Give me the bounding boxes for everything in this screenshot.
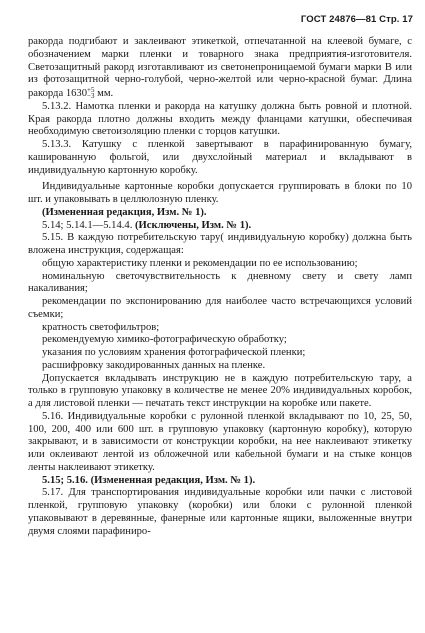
paragraph-5-13-3: 5.13.3. Катушку с пленкой завертывают в парафинированную бумагу, кашированную фольгой, или двухслойный материал и вкладывают в индивидуальную картонную коробку. bbox=[28, 139, 412, 176]
tolerance-minus: −3 bbox=[87, 92, 95, 100]
paragraph-5-16: 5.16. Индивидуальные коробки с рулонной пленкой вкладывают по 10, 25, 50, 100, 200, 400 или 600 шт. в групповую упаковку (картонную коробку), которую закрывают, и в зависимости от конструкции коробки, на нее наклеивают этикетку или оклеивают лентой из обложечной или кабельной бумаги и на стыке концов ленты наклеивают этикетку. bbox=[28, 410, 412, 473]
paragraph-5-15: 5.15. В каждую потребительскую тару( индивидуальную коробку) должна быть вложена инструкция, содержащая: bbox=[28, 232, 412, 256]
length-unit: мм. bbox=[97, 88, 114, 99]
amendment-note-2 bbox=[28, 475, 412, 488]
paragraph-grouping: Индивидуальные картонные коробки допускается группировать в блоки по 10 шт. и упаковывать в целлюлозную пленку. bbox=[28, 181, 412, 205]
paragraph-text: ракорда подгибают и заклеивают этикеткой, отпечатанной на клеевой бумаге, с обозначением марки пленки и товарного знака предприятия-изготовителя. Светозащитный ракорд изготавливают из светонепроницаемой бумаги марки В или из фотозащитной черно-голубой, черно-желтой или черно-красной бумаг. Длина ракорда bbox=[28, 36, 412, 99]
instruction-item: указания по условиям хранения фотографической пленки; bbox=[42, 347, 306, 358]
document-body bbox=[28, 36, 412, 538]
excluded-note: (Исключены, Изм. № 1). bbox=[135, 219, 252, 231]
instruction-item: номинальную светочувствительность к дневному свету и свету ламп накаливания; bbox=[28, 270, 412, 295]
paragraph-5-17: 5.17. Для транспортирования индивидуальные коробки или пачки с листовой пленкой, групповую упаковку (коробки) или блоки с рулонной пленкой упаковывают в деревянные, фанерные или картонные ящики, выложенные внутри двумя слоями парафиниро- bbox=[28, 487, 412, 537]
paragraph-allowance: Допускается вкладывать инструкцию не в каждую потребительскую тару, а только в групповую упаковку в количестве не менее 20% индивидуальных коробок, а для листовой пленки — печатать текст инструкции на коробке или пакете. bbox=[28, 372, 412, 409]
section-ref: 5.14; 5.14.1—5.14.4. bbox=[42, 219, 135, 231]
paragraph-5-13-2: 5.13.2. Намотка пленки и ракорда на катушку должна быть ровной и плотной. Края ракорда плотно должны входить между фланцами катушки, обеспечивая необходимую светоизоляцию пленки с торцов катушки. bbox=[28, 100, 412, 138]
paragraph-continuation bbox=[28, 36, 412, 101]
amendment-note-1: (Измененная редакция, Изм. № 1). bbox=[42, 206, 207, 218]
tolerance-plus: +5 bbox=[87, 86, 95, 94]
instruction-item: рекомендации по экспонированию для наиболее часто встречающихся условий съемки; bbox=[28, 296, 412, 320]
instruction-item: расшифровку закодированных данных на пленке. bbox=[42, 359, 266, 371]
length-tolerance bbox=[87, 87, 94, 99]
amendment-text: (Измененная редакция, Изм. № 1). bbox=[90, 474, 256, 486]
instruction-item: рекомендуемую химико-фотографическую обработку; bbox=[42, 334, 287, 346]
page-header: ГОСТ 24876—81 Стр. 17 bbox=[300, 14, 413, 25]
paragraph-5-14 bbox=[28, 220, 412, 233]
instruction-item: общую характеристику пленки и рекомендации по ее использованию; bbox=[42, 257, 358, 269]
section-ref: 5.15; 5.16. bbox=[42, 474, 91, 486]
instruction-item: кратность светофильтров; bbox=[42, 321, 160, 333]
leader-length-value: 1630 bbox=[65, 88, 87, 99]
